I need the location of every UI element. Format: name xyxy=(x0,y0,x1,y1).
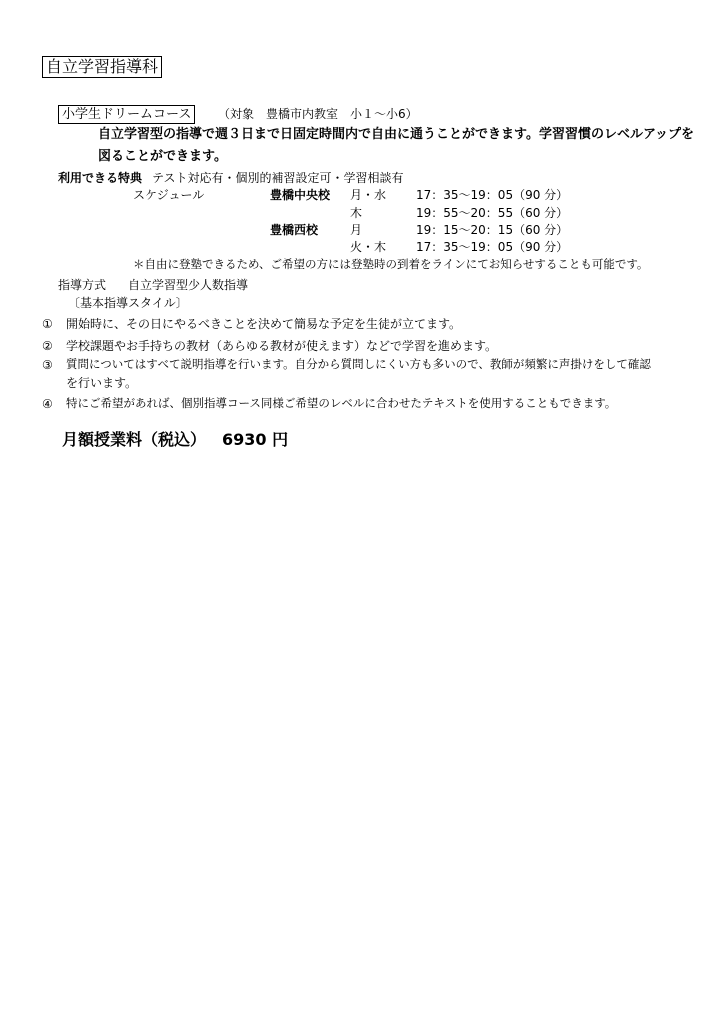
list-item-number: ③ xyxy=(42,358,53,372)
list-item-number: ④ xyxy=(42,397,53,411)
method-text: 自立学習型少人数指導 xyxy=(128,278,249,292)
schedule-day: 月・水 xyxy=(350,188,387,202)
schedule-day: 火・木 xyxy=(350,240,387,254)
schedule-day: 木 xyxy=(350,206,363,220)
list-item-number: ① xyxy=(42,317,53,331)
schedule-note: ＊自由に登塾できるため、ご希望の方には登塾時の到着をラインにてお知らせすることも可能です。 xyxy=(133,257,649,271)
list-item: 特にご希望があれば、個別指導コース同様ご希望のレベルに合わせたテキストを使用することもできます。 xyxy=(66,396,617,410)
list-item: 開始時に、その日にやるべきことを決めて簡易な予定を生徒が立てます。 xyxy=(66,317,462,331)
schedule-time: 19：55～20：55（60 分） xyxy=(416,206,569,220)
schedule-school: 豊橋西校 xyxy=(270,223,319,237)
basic-style-heading: 〔基本指導スタイル〕 xyxy=(68,296,188,310)
schedule-day: 月 xyxy=(350,223,363,237)
fee-label: 月額授業料（税込） xyxy=(62,430,207,449)
schedule-label: スケジュール xyxy=(133,188,205,202)
benefits-label: 利用できる特典 xyxy=(58,171,143,185)
course-description-line-1: 自立学習型の指導で週３日まで日固定時間内で自由に通うことができます。学習習慣のレベルアップを xyxy=(98,127,695,142)
list-item: 質問についてはすべて説明指導を行います。自分から質問しにくい方も多いので、教師が頻繁に声掛けをして確認 xyxy=(66,357,651,371)
schedule-time: 19：15～20：15（60 分） xyxy=(416,223,569,237)
course-description-line-2: 図ることができます。 xyxy=(98,149,227,164)
method-label: 指導方式 xyxy=(58,278,107,292)
fee-amount: 6930 円 xyxy=(222,430,289,449)
schedule-time: 17：35～19：05（90 分） xyxy=(416,240,569,254)
page-title: 自立学習指導科 xyxy=(42,56,162,78)
list-item-continuation: を行います。 xyxy=(66,376,138,390)
list-item: 学校課題やお手持ちの教材（あらゆる教材が使えます）などで学習を進めます。 xyxy=(66,339,498,353)
schedule-time: 17：35～19：05（90 分） xyxy=(416,188,569,202)
course-name: 小学生ドリームコース xyxy=(58,105,195,124)
benefits-text: テスト対応有・個別的補習設定可・学習相談有 xyxy=(152,171,404,185)
course-target: （対象 豊橋市内教室 小１～小6） xyxy=(218,107,418,121)
list-item-number: ② xyxy=(42,339,53,353)
schedule-school: 豊橋中央校 xyxy=(270,188,331,202)
